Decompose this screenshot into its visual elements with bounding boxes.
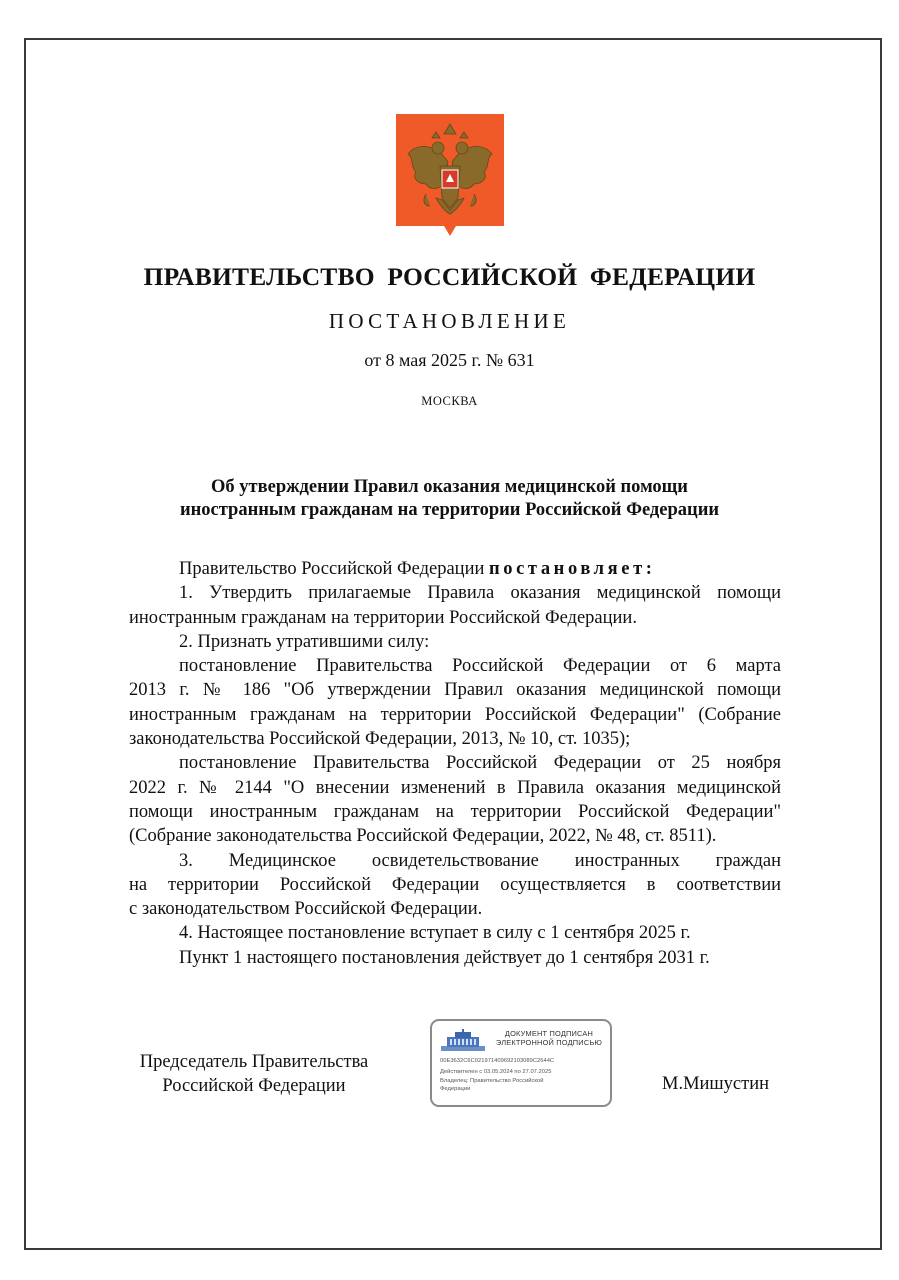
subject-line: иностранным гражданам на территории Российской Федерации: [179, 500, 720, 520]
owner-line: Федерации: [440, 1086, 471, 1092]
electronic-signature-stamp: [430, 1019, 612, 1107]
body-line: (Собрание законодательства Российской Федерации, 2022, № 48, ст. 8511).: [129, 826, 717, 847]
decree-subject: [0, 476, 899, 522]
certificate-number: 00E3632C6C021971409692103089C2644C: [440, 1058, 555, 1064]
document-type: ПОСТАНОВЛЕНИЕ: [328, 309, 571, 333]
government-building-icon: [441, 1029, 485, 1051]
body-line: 2022 г. № 2144 "О внесении изменений в Правила оказания медицинской: [129, 777, 781, 798]
subject-line: Об утверждении Правил оказания медицинской помощи: [211, 477, 688, 497]
body-line: 4. Настоящее постановление вступает в силу с 1 сентября 2025 г.: [179, 923, 691, 944]
owner-line: Владелец: Правительство Российской: [440, 1078, 544, 1084]
body-line: с законодательством Российской Федерации.: [129, 899, 483, 920]
stamp-title-line: ДОКУМЕНТ ПОДПИСАН: [504, 1029, 594, 1038]
body-line: на территории Российской Федерации осуществляется в соответствии: [129, 874, 781, 895]
body-line: Пункт 1 настоящего постановления действует до 1 сентября 2031 г.: [179, 947, 710, 968]
body-line: 3. Медицинское освидетельствование иностранных граждан: [179, 850, 781, 871]
body-line: 2. Признать утратившими силу:: [179, 631, 430, 652]
body-line: законодательства Российской Федерации, 2013, № 10, ст. 1035);: [129, 729, 631, 750]
government-name: ПРАВИТЕЛЬСТВО РОССИЙСКОЙ ФЕДЕРАЦИИ: [143, 262, 756, 291]
body-line: помощи иностранным гражданам на территории Российской Федерации": [129, 801, 781, 822]
stamp-title: [492, 1029, 606, 1047]
coat-of-arms-icon: [396, 114, 504, 238]
decree-body: [129, 557, 781, 970]
preamble-verb: постановляет:: [489, 559, 656, 579]
position-line: Председатель Правительства: [139, 1052, 369, 1072]
preamble-text: Правительство Российской Федерации: [179, 559, 489, 579]
decree-date-number: от 8 мая 2025 г. № 631: [364, 350, 535, 370]
signatory-position: [126, 1050, 382, 1098]
body-line: 2013 г. № 186 "Об утверждении Правил оказания медицинской помощи: [129, 680, 781, 701]
body-line: постановление Правительства Российской Федерации от 6 марта: [179, 656, 781, 677]
position-line: Российской Федерации: [162, 1076, 346, 1096]
city: МОСКВА: [421, 394, 478, 408]
preamble: [129, 557, 781, 581]
stamp-title-line: ЭЛЕКТРОННОЙ ПОДПИСЬЮ: [495, 1038, 603, 1047]
signatory-name: М.Мишустин: [662, 1074, 770, 1094]
body-line: постановление Правительства Российской Федерации от 25 ноября: [179, 753, 781, 774]
body-line: 1. Утвердить прилагаемые Правила оказания медицинской помощи: [179, 583, 781, 604]
body-line: иностранным гражданам на территории Российской Федерации.: [129, 607, 637, 628]
body-line: иностранным гражданам на территории Российской Федерации" (Собрание: [129, 704, 781, 725]
validity-period: Действителен с 03.05.2024 по 27.07.2025: [440, 1069, 552, 1075]
